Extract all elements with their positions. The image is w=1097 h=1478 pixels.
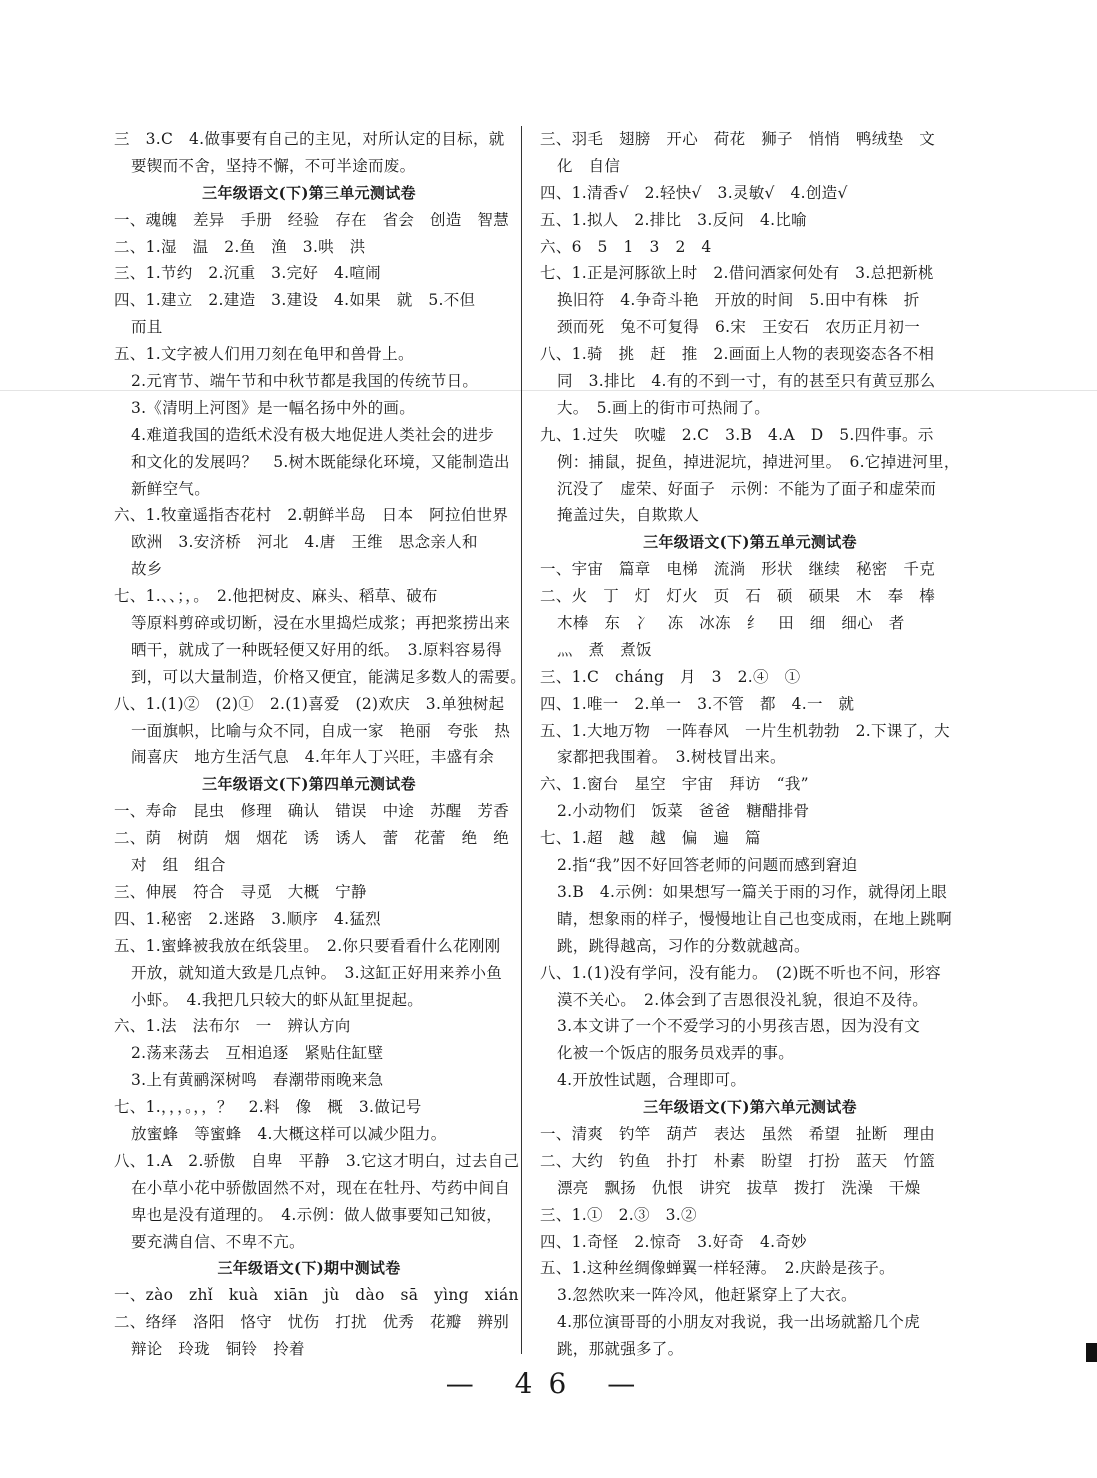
answer-line: 放蜜蜂 等蜜蜂 4.大概这样可以减少阻力。	[131, 1124, 447, 1143]
answer-line: 闹喜庆 地方生活气息 4.年年人丁兴旺，丰盛有余	[131, 748, 494, 767]
answer-line: 和文化的发展吗？ 5.树木既能绿化环境，又能制造出	[131, 452, 510, 471]
page-number: — 46 —	[445, 1367, 652, 1400]
answer-line: 七、1.，，，。，，？ 2.料 像 概 3.做记号	[114, 1098, 422, 1117]
answer-line: 二、1.湿 温 2.鱼 渔 3.哄 洪	[114, 237, 366, 256]
answer-line: 对 组 组合	[131, 856, 226, 875]
answer-line: 欧洲 3.安济桥 河北 4.唐 王维 思念亲人和	[131, 533, 478, 552]
answer-line: 在小草小花中骄傲固然不对，现在在牡丹、芍药中间自	[131, 1178, 511, 1197]
answer-line: 4.开放性试题，合理即可。	[557, 1071, 747, 1090]
answer-line: 四、1.秘密 2.迷路 3.顺序 4.猛烈	[114, 909, 381, 928]
answer-line: 二、火 丁 灯 灯火 页 石 硕 硕果 木 奉 棒	[540, 587, 936, 606]
edge-marker	[1086, 1343, 1097, 1362]
answer-line: 二、大约 钓鱼 扑打 朴素 盼望 打扮 蓝天 竹篮	[540, 1151, 936, 1170]
answer-line: 等原料剪碎或切断，浸在水里捣烂成浆；再把浆捞出来	[131, 614, 511, 633]
answer-line: 一面旗帜，比喻与众不同，自成一家 艳丽 夸张 热	[131, 721, 511, 740]
answer-line: 2.元宵节、端午节和中秋节都是我国的传统节日。	[131, 372, 479, 391]
answer-line: 沉没了 虚荣、好面子 示例：不能为了面子和虚荣而	[557, 479, 937, 498]
answer-line: 七、1.正是河豚欲上时 2.借问酒家何处有 3.总把新桃	[540, 264, 934, 283]
answer-line: 六、1.法 法布尔 一 辨认方向	[114, 1017, 351, 1036]
answer-line: 3.本文讲了一个不爱学习的小男孩吉恩，因为没有文	[557, 1017, 920, 1036]
answer-line: 小虾。 4.我把几只较大的虾从缸里捉起。	[131, 990, 424, 1009]
section-heading: 三年级语文(下)第三单元测试卷	[202, 183, 416, 202]
answer-line: 三、伸展 符合 寻觅 大概 宁静	[114, 882, 367, 901]
answer-line: 五、1.大地万物 一阵春风 一片生机勃勃 2.下课了，大	[540, 721, 950, 740]
answer-line: 3.上有黄鹂深树鸣 春潮带雨晚来急	[131, 1071, 384, 1090]
answer-line: 跳，跳得越高，习作的分数就越高。	[557, 936, 810, 955]
answer-line: 三 3.C 4.做事要有自己的主见，对所认定的目标，就	[114, 130, 505, 148]
answer-line: 五、1.拟人 2.排比 3.反问 4.比喻	[540, 210, 807, 229]
answer-line: 八、1.(1)没有学问，没有能力。 (2)既不听也不问，形容	[540, 963, 941, 982]
answer-line: 开放，就知道大致是几点钟。 3.这缸正好用来养小鱼	[131, 963, 503, 982]
answer-line: 四、1.唯一 2.单一 3.不管 都 4.一 就	[540, 694, 855, 713]
answer-line: 颈而死 兔不可复得 6.宋 王安石 农历正月初一	[557, 318, 920, 337]
answer-line: 五、1.文字被人们用刀刻在龟甲和兽骨上。	[114, 345, 414, 364]
answer-line: 到，可以大量制造，价格又便宜，能满足多数人的需要。	[131, 667, 527, 686]
answer-line: 八、1.A 2.骄傲 自卑 平静 3.它这才明白，过去自己	[114, 1151, 520, 1170]
answer-line: 4.难道我国的造纸术没有极大地促进人类社会的进步	[131, 425, 494, 444]
answer-line: 要锲而不舍，坚持不懈，不可半途而废。	[131, 156, 416, 175]
answer-line: 三、1.① 2.③ 3.②	[540, 1205, 697, 1224]
answer-line: 三、1.节约 2.沉重 3.完好 4.喧闹	[114, 264, 381, 283]
answer-line: 卑也是没有道理的。 4.示例：做人做事要知己知彼，	[131, 1205, 503, 1224]
left-answer-column	[114, 126, 527, 1363]
answer-line: 五、1.这种丝绸像蝉翼一样轻薄。 2.庆龄是孩子。	[540, 1259, 895, 1278]
answer-line: 一、宇宙 篇章 电梯 流淌 形状 继续 秘密 千克	[540, 560, 936, 579]
answer-line: 新鲜空气。	[131, 479, 211, 498]
answer-line: 2.小动物们 饭菜 爸爸 糖醋排骨	[557, 802, 810, 821]
answer-line: 一、寿命 昆虫 修理 确认 错误 中途 苏醒 芳香	[114, 802, 510, 821]
answer-line: 换旧符 4.争奇斗艳 开放的时间 5.田中有株 折	[557, 291, 920, 310]
answer-line: 六、1.牧童遥指杏花村 2.朝鲜半岛 日本 阿拉伯世界	[114, 506, 509, 525]
answer-line: 灬 煮 煮饭	[557, 640, 652, 659]
answer-line: 3.《清明上河图》是一幅名扬中外的画。	[131, 398, 415, 417]
answer-line: 一、魂魄 差异 手册 经验 存在 省会 创造 智慧	[114, 210, 510, 229]
answer-line: 木棒 东 冫 冻 冰冻 纟 田 细 细心 者	[557, 614, 905, 633]
answer-line: 一、zào zhǐ kuà xiān jù dào sā yìng xián	[114, 1286, 519, 1305]
answer-line: 四、1.奇怪 2.惊奇 3.好奇 4.奇妙	[540, 1232, 807, 1251]
answer-line: 辩论 玲珑 铜铃 拎着	[131, 1340, 305, 1359]
answer-line: 八、1.骑 挑 赶 推 2.画面上人物的表现姿态各不相	[540, 345, 935, 364]
section-heading: 三年级语文(下)第五单元测试卷	[643, 533, 857, 552]
answer-line: 漠不关心。 2.体会到了吉恩很没礼貌，很迫不及待。	[557, 990, 929, 1009]
answer-line: 六、6 5 1 3 2 4	[540, 237, 712, 256]
answer-line: 二、络绎 洛阳 恪守 忧伤 打扰 优秀 花瓣 辨别	[114, 1313, 510, 1332]
answer-line: 七、1.、、；，。 2.他把树皮、麻头、稻草、破布	[114, 587, 438, 606]
answer-line: 而且	[131, 318, 163, 337]
answer-line: 二、荫 树荫 烟 烟花 诱 诱人 蕾 花蕾 绝 绝	[114, 829, 510, 848]
section-heading: 三年级语文(下)第六单元测试卷	[643, 1098, 857, 1117]
answer-line: 家都把我围着。 3.树枝冒出来。	[557, 748, 786, 767]
answer-line: 八、1.(1)② (2)① 2.(1)喜爱 (2)欢庆 3.单独树起	[114, 694, 505, 713]
answer-line: 五、1.蜜蜂被我放在纸袋里。 2.你只要看看什么花刚刚	[114, 936, 501, 955]
answer-line: 要充满自信、不卑不亢。	[131, 1232, 305, 1251]
answer-line: 四、1.建立 2.建造 3.建设 4.如果 就 5.不但	[114, 291, 476, 310]
answer-line: 大。 5.画上的街市可热闹了。	[557, 398, 771, 417]
answer-line: 化被一个饭店的服务员戏弄的事。	[557, 1044, 795, 1063]
answer-line: 同 3.排比 4.有的不到一寸，有的甚至只有黄豆那么	[557, 372, 936, 391]
answer-line: 晒干，就成了一种既轻便又好用的纸。 3.原料容易得	[131, 640, 503, 659]
answer-line: 漂亮 飘扬 仇恨 讲究 拔草 拨打 洗澡 干燥	[557, 1178, 921, 1197]
answer-line: 六、1.窗台 星空 宇宙 拜访 “我”	[540, 775, 809, 794]
answer-line: 2.荡来荡去 互相追逐 紧贴住缸壁	[131, 1044, 384, 1063]
answer-line: 三、羽毛 翅膀 开心 荷花 狮子 悄悄 鸭绒垫 文	[540, 130, 936, 148]
answer-line: 睛，想象雨的样子，慢慢地让自己也变成雨，在地上跳啊	[557, 909, 953, 928]
answer-line: 三、1.C cháng 月 3 2.④ ①	[540, 667, 801, 686]
column-divider	[521, 126, 522, 1354]
answer-line: 故乡	[131, 560, 163, 579]
answer-line: 跳，那就强多了。	[557, 1340, 684, 1359]
answer-line: 例：捕鼠，捉鱼，掉进泥坑，掉进河里。 6.它掉进河里，	[557, 452, 960, 471]
answer-line: 2.指“我”因不好回答老师的问题而感到窘迫	[557, 856, 858, 875]
answer-line: 七、1.超 越 越 偏 遍 篇	[540, 829, 761, 848]
answer-line: 3.B 4.示例：如果想写一篇关于雨的习作，就得闭上眼	[557, 882, 948, 901]
right-answer-column	[540, 126, 960, 1363]
answer-line: 九、1.过失 吹嘘 2.C 3.B 4.A D 5.四件事。示	[540, 425, 934, 444]
answer-line: 化 自信	[557, 156, 621, 175]
answer-line: 掩盖过失，自欺欺人	[557, 506, 700, 525]
answer-line: 4.那位演哥哥的小朋友对我说，我一出场就豁几个虎	[557, 1313, 920, 1332]
section-heading: 三年级语文(下)期中测试卷	[217, 1259, 401, 1278]
answer-line: 3.忽然吹来一阵冷风，他赶紧穿上了大衣。	[557, 1286, 857, 1305]
section-heading: 三年级语文(下)第四单元测试卷	[202, 775, 416, 794]
answer-line: 一、清爽 钓竿 葫芦 表达 虽然 希望 扯断 理由	[540, 1124, 936, 1143]
answer-line: 四、1.清香√ 2.轻快√ 3.灵敏√ 4.创造√	[540, 183, 848, 202]
